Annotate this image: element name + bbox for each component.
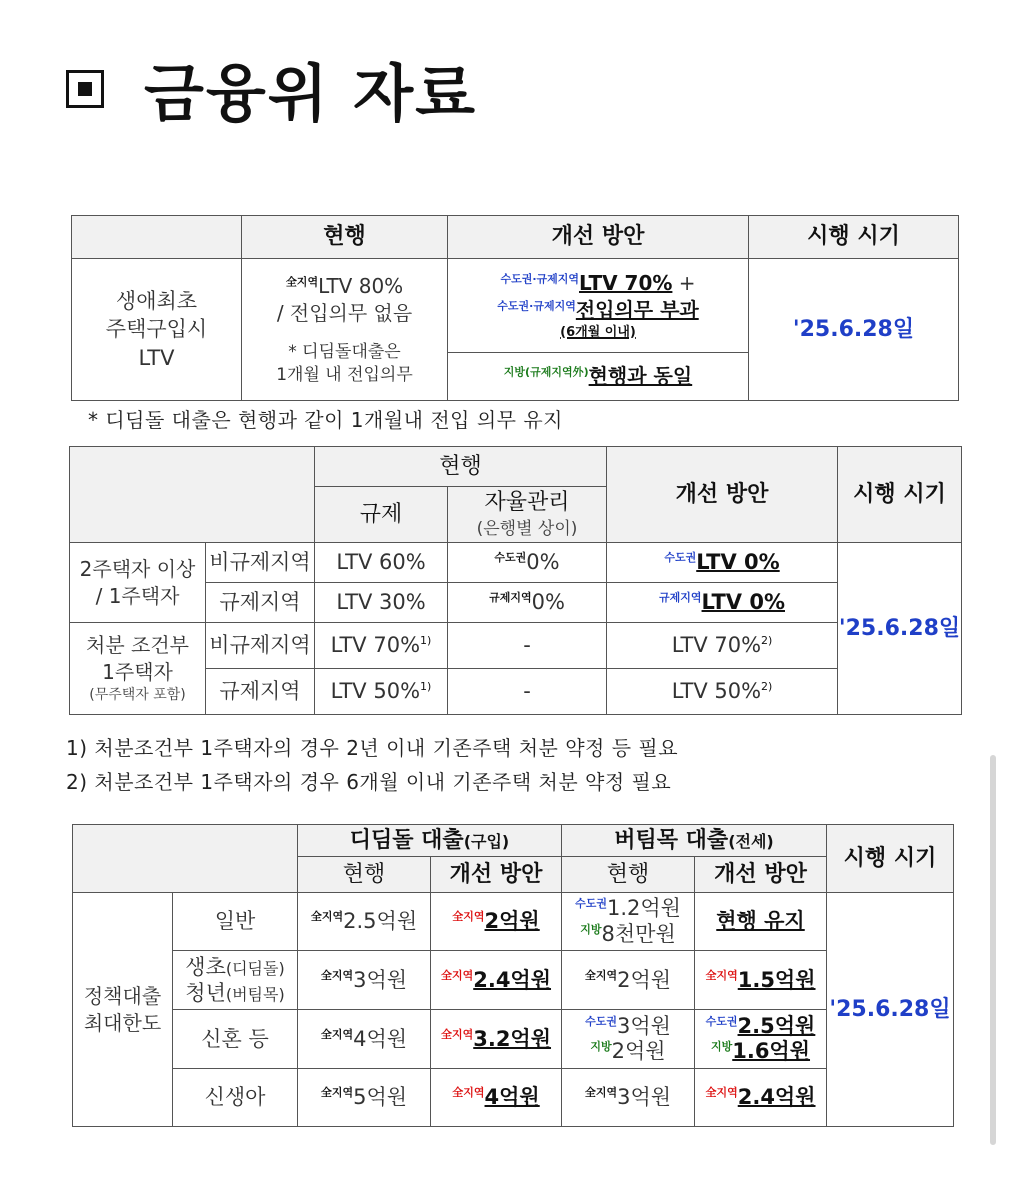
didim-plan — [431, 1010, 562, 1069]
multi-home-ltv-table — [69, 446, 962, 715]
self-value: 0% — [531, 590, 565, 615]
value: 1.5억원 — [737, 967, 816, 992]
region-tag: 全지역 — [440, 968, 474, 982]
region-tag: 지방 — [590, 1040, 612, 1053]
scrollbar[interactable] — [990, 755, 996, 1145]
value: 현행 유지 — [716, 909, 805, 934]
row-label — [72, 259, 242, 401]
policy-loan-limit-table — [72, 824, 954, 1127]
region-tag: 全지역 — [584, 1086, 618, 1100]
value: 5억원 — [353, 1085, 408, 1110]
effective-date: '25.6.28일 — [838, 615, 961, 641]
header-butimmok-sub: (전세) — [728, 831, 774, 851]
group-label-line: 최대한도 — [83, 1010, 162, 1035]
butim-current — [562, 1010, 695, 1069]
plan-ltv — [448, 270, 748, 297]
header-butimmok — [562, 825, 827, 857]
reg-cell: LTV 60% — [315, 543, 448, 583]
header-plan: 개선 방안 — [431, 857, 562, 893]
butim-plan — [695, 1069, 827, 1127]
header-self-sub: (은행별 상이) — [476, 518, 578, 539]
plan-obligation-period: (6개월 이내) — [560, 324, 636, 340]
type-sub: (버팀목) — [225, 985, 285, 1004]
date-cell — [749, 259, 959, 401]
plan-obligation-value: 전입의무 부과 — [575, 297, 699, 322]
first-home-ltv-table — [71, 215, 959, 401]
region-cell: 비규제지역 — [206, 623, 315, 669]
footnote-2: 2) 처분조건부 1주택자의 경우 6개월 이내 기존주택 처분 약정 필요 — [66, 770, 672, 794]
footnote-mark: 2) — [761, 680, 773, 694]
region-cell: 규제지역 — [206, 669, 315, 715]
header-current: 현행 — [562, 857, 695, 893]
plan-cell-local — [448, 353, 749, 401]
row-label-line: LTV — [138, 345, 175, 370]
value: 1.6억원 — [732, 1039, 811, 1063]
table1-note: * 디딤돌 대출은 현행과 같이 1개월내 전입 의무 유지 — [88, 408, 563, 432]
type-cell — [173, 951, 298, 1010]
type-cell: 신생아 — [173, 1069, 298, 1127]
plan-value: LTV 70% — [671, 633, 762, 658]
plan-cell — [607, 623, 838, 669]
footnote-mark: 1) — [420, 634, 432, 648]
plan-local-value: 현행과 동일 — [588, 364, 693, 388]
self-cell — [448, 583, 607, 623]
region-tag: 全지역 — [452, 1086, 485, 1100]
reg-cell — [315, 623, 448, 669]
type-cell: 일반 — [173, 893, 298, 951]
region-tag: 규제지역 — [659, 591, 702, 605]
value: 4억원 — [484, 1085, 540, 1110]
header-plan: 개선 방안 — [695, 857, 827, 893]
butim-plan — [695, 951, 827, 1010]
plan-cell — [607, 543, 838, 583]
region-tag: 지방(규제지역外) — [503, 365, 589, 379]
type-cell: 신혼 등 — [173, 1010, 298, 1069]
footnote-mark: 1) — [420, 680, 432, 694]
footnote-mark: 2) — [761, 634, 773, 648]
didim-current — [298, 893, 431, 951]
header-current: 현행 — [242, 216, 448, 259]
didim-current — [298, 951, 431, 1010]
date-cell — [827, 893, 954, 1127]
header-date: 시행 시기 — [749, 216, 959, 259]
region-tag: 全지역 — [320, 1027, 354, 1041]
reg-cell: LTV 30% — [315, 583, 448, 623]
region-tag: 수도권 — [705, 1014, 738, 1028]
current-ltv-value: LTV 80% — [318, 273, 404, 298]
value: 2.4억원 — [473, 967, 552, 992]
region-tag: 全지역 — [320, 968, 354, 982]
group-label-sub: (무주택자 포함) — [89, 687, 186, 704]
group-label-line: 정책대출 — [83, 983, 162, 1008]
butim-plan — [695, 1010, 827, 1069]
butim-current — [562, 1069, 695, 1127]
group-label — [70, 543, 206, 623]
value: 3억원 — [617, 1085, 672, 1110]
value: 8천만원 — [601, 921, 676, 946]
plan-value: LTV 0% — [696, 550, 780, 575]
plan-value: LTV 0% — [701, 590, 785, 615]
region-tag: 全지역 — [584, 968, 618, 982]
region-tag: 지방 — [580, 922, 602, 936]
value: 2억원 — [484, 909, 540, 934]
region-tag: 全지역 — [705, 968, 738, 982]
page-header — [66, 44, 477, 133]
region-tag: 수도권·규제지역 — [500, 272, 580, 286]
value: 1.2억원 — [606, 896, 681, 921]
region-tag: 全지역 — [310, 910, 344, 924]
plan-cell-capital — [448, 259, 749, 353]
plan-cell — [607, 669, 838, 715]
reg-value: LTV 70% — [330, 633, 421, 658]
type-sub: (디딤돌) — [225, 958, 285, 978]
header-plan: 개선 방안 — [448, 216, 749, 259]
didim-plan — [431, 893, 562, 951]
reg-value: LTV 50% — [330, 679, 421, 704]
didim-plan — [431, 1069, 562, 1127]
self-cell: - — [448, 623, 607, 669]
current-cell — [242, 259, 448, 401]
type-label: 생초 — [185, 954, 226, 979]
header-self-managed — [448, 487, 607, 543]
region-tag: 수도권 — [664, 551, 697, 565]
value: 2.5억원 — [343, 909, 418, 934]
value: 2.4억원 — [737, 1085, 816, 1110]
header-empty — [70, 447, 315, 543]
value: 2억원 — [617, 967, 672, 992]
square-bullet-icon — [66, 70, 104, 108]
header-plan: 개선 방안 — [607, 447, 838, 543]
value: 3억원 — [616, 1013, 671, 1038]
row-label-line: 생애최초 — [115, 288, 198, 313]
region-tag: 全지역 — [440, 1027, 474, 1041]
header-self-label: 자율관리 — [484, 490, 570, 516]
didim-plan — [431, 951, 562, 1010]
header-date: 시행 시기 — [838, 447, 962, 543]
effective-date: '25.6.28일 — [829, 996, 951, 1022]
current-note: 1개월 내 전입의무 — [276, 364, 413, 385]
header-didimdol — [298, 825, 562, 857]
current-obligation: / 전입의무 없음 — [276, 300, 413, 325]
type-label: 청년 — [185, 981, 226, 1005]
plan-ltv-value: LTV 70% — [579, 270, 673, 295]
group-label — [70, 623, 206, 715]
plan-cell — [607, 583, 838, 623]
plus-sign: + — [678, 270, 696, 295]
reg-cell — [315, 669, 448, 715]
group-label-line: 2주택자 이상 — [79, 556, 196, 581]
value: 3.2억원 — [473, 1026, 552, 1051]
region-tag: 수도권 — [494, 551, 527, 565]
region-tag: 규제지역 — [489, 591, 532, 605]
header-current: 현행 — [315, 447, 607, 487]
header-current: 현행 — [298, 857, 431, 893]
didim-current — [298, 1069, 431, 1127]
value: 3억원 — [353, 967, 408, 992]
region-tag: 全지역 — [705, 1086, 738, 1100]
region-tag: 全지역 — [452, 910, 485, 924]
region-tag: 수도권 — [585, 1014, 617, 1028]
header-butimmok-label: 버팀목 대출 — [614, 827, 729, 853]
header-date: 시행 시기 — [827, 825, 954, 893]
value: 2.5억원 — [737, 1013, 816, 1038]
date-cell — [838, 543, 962, 715]
plan-obligation — [448, 297, 748, 324]
header-regulation: 규제 — [315, 487, 448, 543]
header-didimdol-label: 디딤돌 대출 — [349, 827, 464, 853]
self-cell — [448, 543, 607, 583]
header-empty — [73, 825, 298, 893]
didim-current — [298, 1010, 431, 1069]
group-label — [73, 893, 173, 1127]
butim-current — [562, 893, 695, 951]
row-label-line: 주택구입시 — [105, 317, 208, 342]
value: 4억원 — [353, 1026, 408, 1051]
current-ltv — [242, 273, 447, 300]
region-tag: 全지역 — [285, 274, 319, 288]
butim-plan — [695, 893, 827, 951]
group-label-line: 1주택자 — [102, 660, 173, 685]
group-label-line: / 1주택자 — [95, 583, 180, 608]
butim-current — [562, 951, 695, 1010]
header-empty — [72, 216, 242, 259]
header-didimdol-sub: (구입) — [463, 831, 510, 851]
region-tag: 수도권 — [575, 897, 607, 911]
plan-value: LTV 50% — [671, 679, 762, 704]
self-value: 0% — [526, 550, 560, 575]
value: 2억원 — [611, 1039, 666, 1063]
footnote-1: 1) 처분조건부 1주택자의 경우 2년 이내 기존주택 처분 약정 등 필요 — [66, 736, 679, 760]
region-cell: 비규제지역 — [206, 543, 315, 583]
effective-date: '25.6.28일 — [792, 316, 915, 342]
current-note: * 디딤돌대출은 — [288, 341, 401, 362]
region-tag: 지방 — [710, 1040, 733, 1053]
region-tag: 수도권·규제지역 — [497, 299, 576, 313]
self-cell: - — [448, 669, 607, 715]
group-label-line: 처분 조건부 — [86, 633, 189, 658]
region-cell: 규제지역 — [206, 583, 315, 623]
page-title: 금융위 자료 — [144, 57, 478, 130]
region-tag: 全지역 — [320, 1086, 354, 1100]
